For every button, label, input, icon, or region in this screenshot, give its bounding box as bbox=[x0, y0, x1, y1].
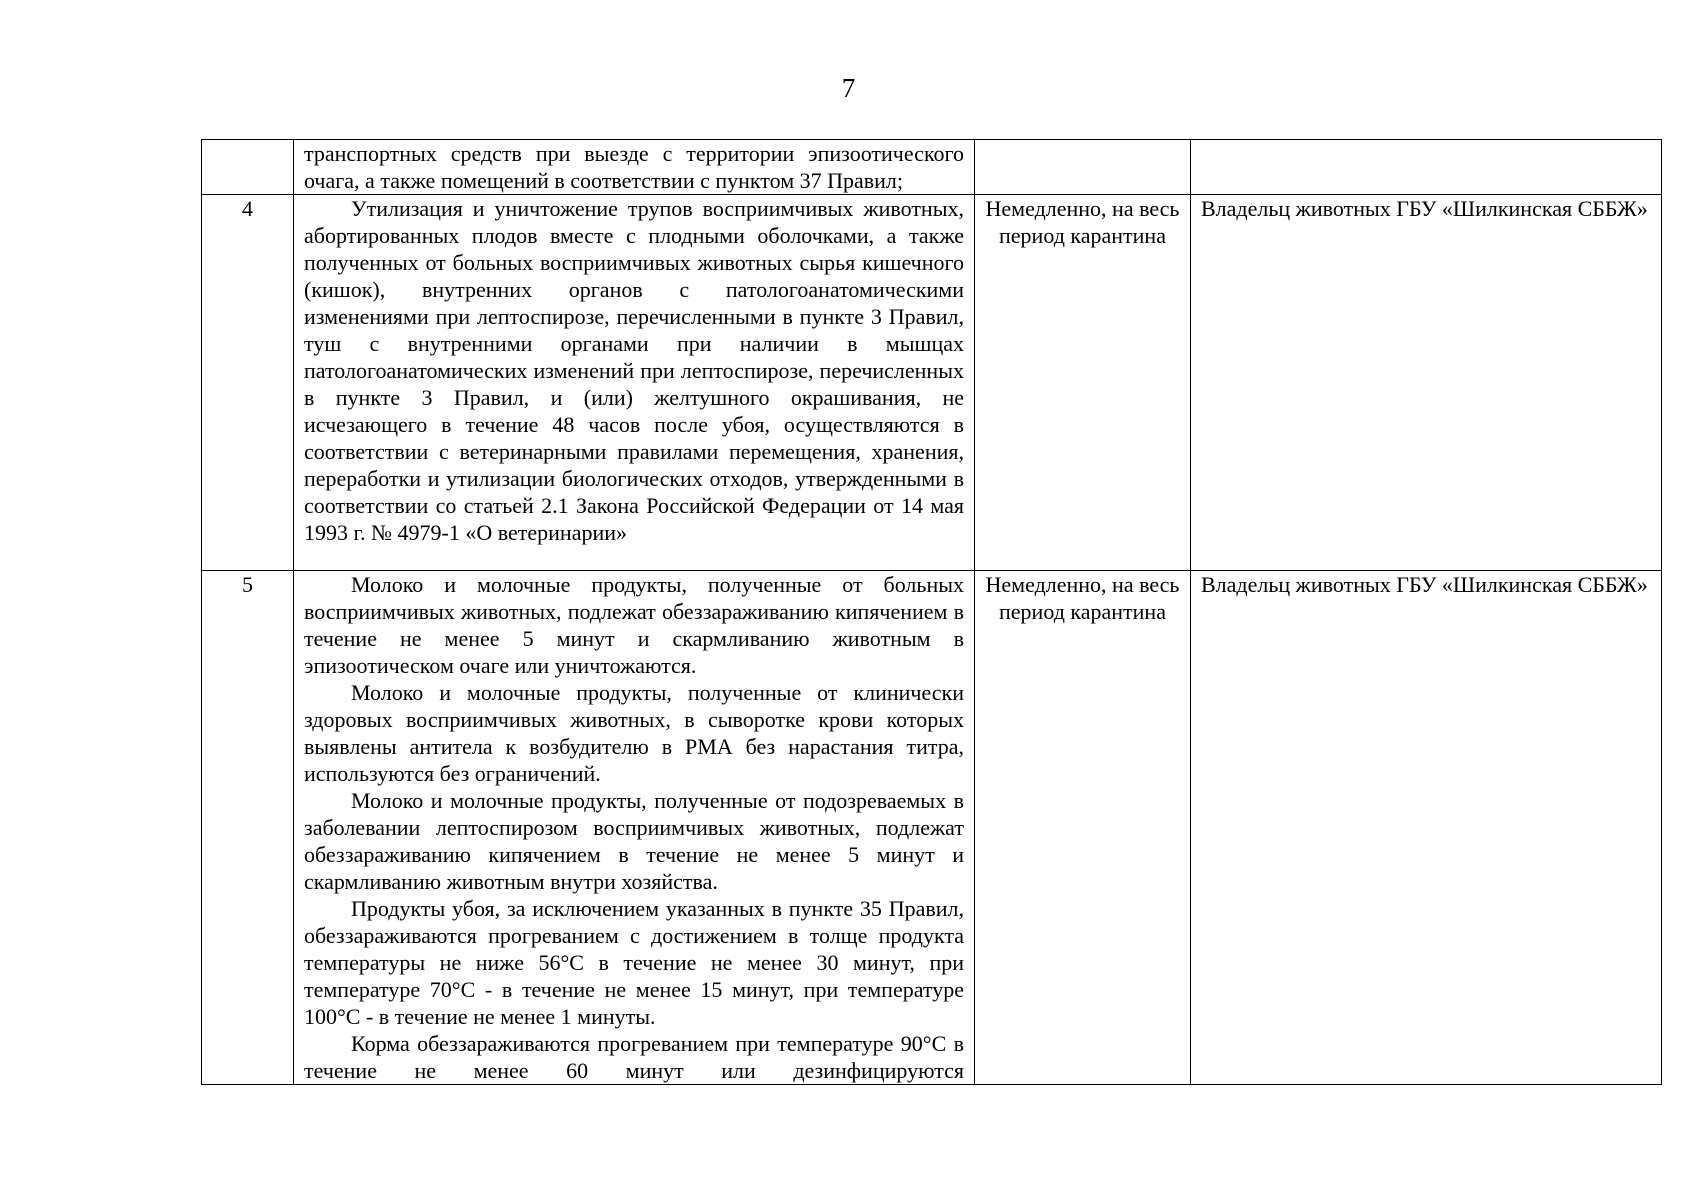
action-cell bbox=[294, 571, 975, 1085]
row-number-cell: 4 bbox=[202, 195, 294, 571]
table-row bbox=[202, 195, 1662, 571]
measures-table bbox=[201, 139, 1662, 1085]
responsible-cell: Владельц животных ГБУ «Шилкинская СББЖ» bbox=[1191, 571, 1662, 1085]
row-number-cell: 5 bbox=[202, 571, 294, 1085]
action-paragraph: транспортных средств при выезде с территории эпизоотического очага, а также помещений в соответствии с пунктом 37 Правил; bbox=[304, 141, 964, 193]
action-paragraph: Продукты убоя, за исключением указанных в пункте 35 Правил, обеззараживаются прогреванием с достижением в толще продукта температуры не ниже 56°С в течение не менее 30 минут, при температуре 70°С - в течение не менее 15 минут, при температуре 100°С - в течение не менее 1 минуты. bbox=[304, 896, 964, 1029]
term-cell bbox=[975, 140, 1191, 195]
row-number-cell bbox=[202, 140, 294, 195]
action-paragraph: Молоко и молочные продукты, полученные от больных восприимчивых животных, подлежат обеззараживанию кипячением в течение не менее 5 минут и скармливанию животным в эпизоотическом очаге или уничтожаются. bbox=[304, 572, 964, 678]
page-number: 7 bbox=[841, 73, 856, 103]
action-paragraph: Утилизация и уничтожение трупов восприимчивых животных, абортированных плодов вместе с плодными оболочками, а также полученных от больных восприимчивых животных сырья кишечного (кишок), внутренних органов с патологоанатомическими изменениями при лептоспирозе, перечисленными в пункте 3 Правил, туш с внутренними органами при наличии в мышцах патологоанатомических изменений при лептоспирозе, перечисленных в пункте 3 Правил, и (или) желтушного окрашивания, не исчезающего в течение 48 часов после убоя, осуществляются в соответствии с ветеринарными правилами перемещения, хранения, переработки и утилизации биологических отходов, утвержденными в соответствии со статьей 2.1 Закона Российской Федерации от 14 мая 1993 г. № 4979-1 «О ветеринарии» bbox=[304, 196, 964, 545]
action-paragraph: Молоко и молочные продукты, полученные от клинически здоровых восприимчивых животных, в сыворотке крови которых выявлены антитела к возбудителю в РМА без нарастания титра, используются без ограничений. bbox=[304, 680, 964, 786]
responsible-cell: Владельц животных ГБУ «Шилкинская СББЖ» bbox=[1191, 195, 1662, 571]
term-cell: Немедленно, на весь период карантина bbox=[975, 195, 1191, 571]
term-cell: Немедленно, на весь период карантина bbox=[975, 571, 1191, 1085]
table-row bbox=[202, 571, 1662, 1085]
table-row bbox=[202, 140, 1662, 195]
action-cell bbox=[294, 195, 975, 571]
action-cell bbox=[294, 140, 975, 195]
responsible-cell bbox=[1191, 140, 1662, 195]
action-paragraph: Молоко и молочные продукты, полученные от подозреваемых в заболевании лептоспирозом восприимчивых животных, подлежат обеззараживанию кипячением в течение не менее 5 минут и скармливанию животным внутри хозяйства. bbox=[304, 788, 964, 894]
action-paragraph: Корма обеззараживаются прогреванием при температуре 90°С в течение не менее 60 минут или дезинфицируются bbox=[304, 1031, 964, 1083]
